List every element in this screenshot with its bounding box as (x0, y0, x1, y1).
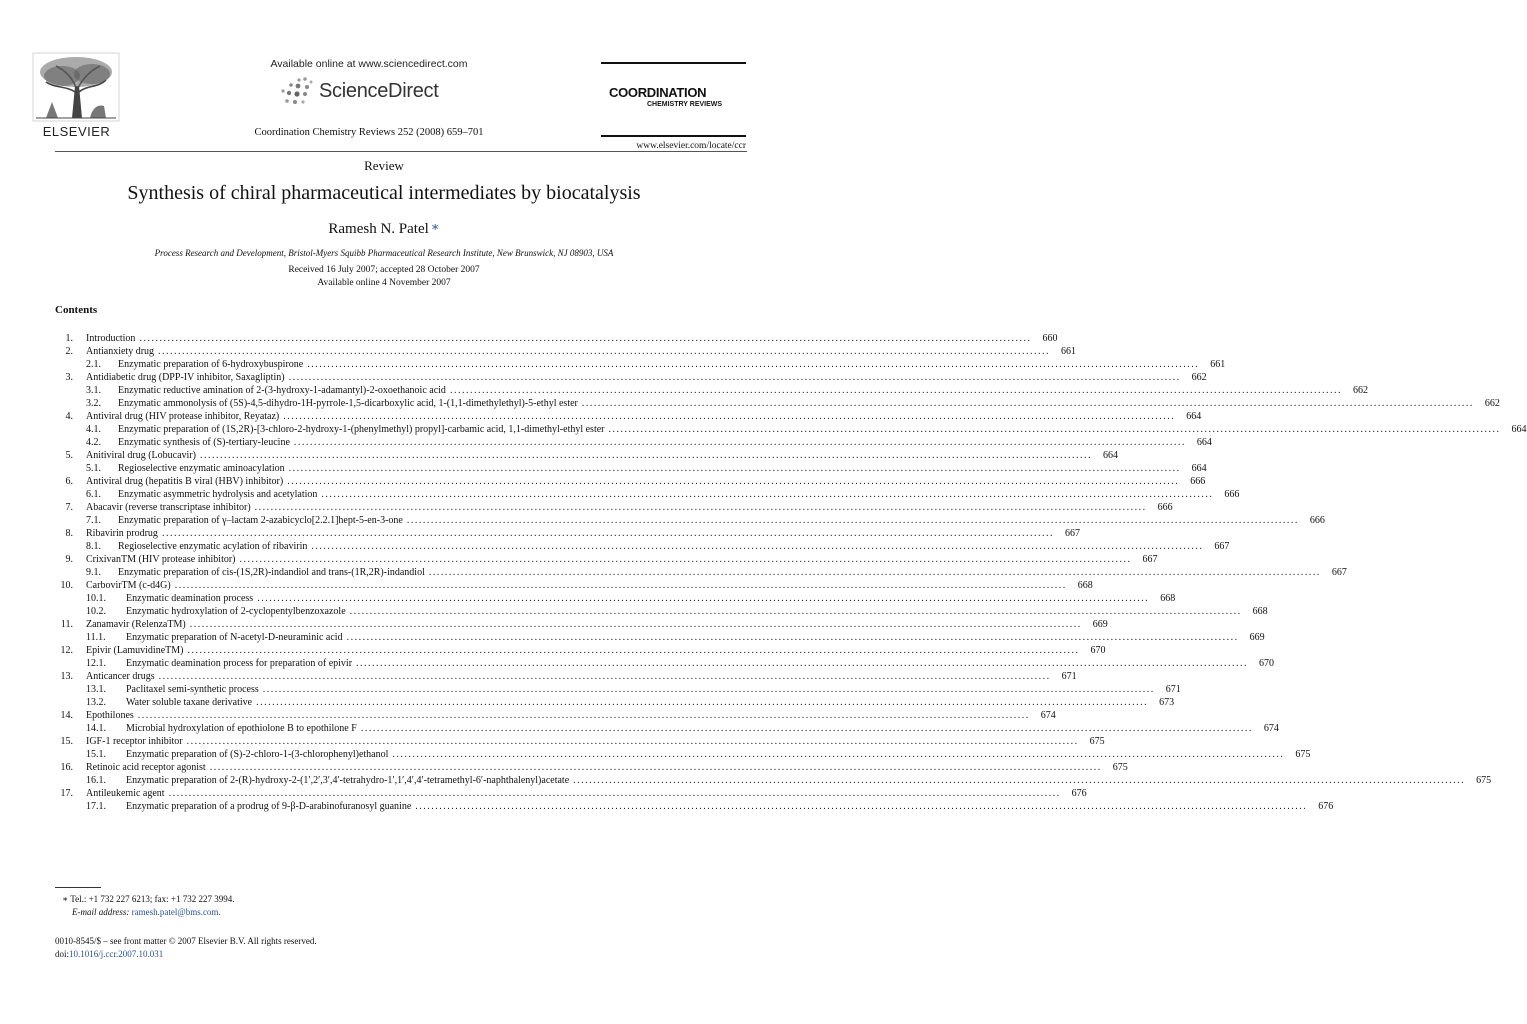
toc-entry-number: 10.1. (86, 593, 106, 604)
toc-entry-number: 6. (65, 476, 73, 487)
toc-entry-title[interactable]: Enzymatic preparation of γ–lactam 2-azabicyclo[2.2.1]hept-5-en-3-one (118, 515, 403, 526)
toc-entry-number: 9. (65, 554, 73, 565)
toc-entry-number: 3. (65, 372, 73, 383)
toc-entry[interactable] (55, 397, 1500, 410)
toc-leader-dots (311, 540, 1203, 553)
toc-leader-dots (415, 800, 1307, 813)
toc-entry[interactable] (55, 774, 1492, 787)
toc-entry-title[interactable]: Retinoic acid receptor agonist (86, 762, 206, 773)
contents-heading: Contents (55, 304, 98, 316)
toc-leader-dots (158, 345, 1050, 358)
toc-leader-dots (347, 631, 1239, 644)
toc-entry-number: 7. (65, 502, 73, 513)
toc-entry-number: 13.1. (86, 684, 106, 695)
toc-entry[interactable] (55, 787, 1087, 800)
toc-entry[interactable] (55, 527, 1080, 540)
toc-entry-page: 671 (1061, 671, 1077, 682)
journal-logo (601, 62, 746, 137)
toc-entry-title[interactable]: Anticancer drugs (86, 671, 155, 682)
toc-entry-page: 676 (1318, 801, 1334, 812)
toc-entry[interactable] (55, 670, 1077, 683)
article-title: Synthesis of chiral pharmaceutical intermediates by biocatalysis (127, 182, 641, 204)
toc-entry-page: 669 (1092, 619, 1108, 630)
toc-entry[interactable] (55, 436, 1212, 449)
toc-entry[interactable] (55, 566, 1347, 579)
journal-logo-subtitle: CHEMISTRY REVIEWS (647, 101, 723, 108)
toc-entry-title[interactable]: Enzymatic deamination process (126, 593, 254, 604)
toc-entry-page: 675 (1295, 749, 1311, 760)
toc-entry-title[interactable]: Enzymatic deamination process for preparation of epivir (126, 658, 353, 669)
toc-entry[interactable] (55, 371, 1207, 384)
toc-entry[interactable] (55, 514, 1325, 527)
toc-entry-number: 13. (60, 671, 73, 682)
toc-entry-page: 668 (1252, 606, 1268, 617)
toc-leader-dots (283, 410, 1175, 423)
toc-leader-dots (162, 527, 1054, 540)
toc-entry[interactable] (55, 579, 1093, 592)
toc-entry-page: 660 (1042, 333, 1058, 344)
elsevier-logo (24, 52, 129, 140)
toc-entry[interactable] (55, 345, 1077, 358)
toc-entry-number: 3.2. (86, 398, 101, 409)
toc-leader-dots (255, 501, 1147, 514)
toc-entry-title[interactable]: Enzymatic synthesis of (S)-tertiary-leucine (118, 437, 290, 448)
toc-entry-page: 673 (1159, 697, 1175, 708)
elsevier-tree-icon (32, 52, 120, 122)
toc-entry[interactable] (55, 475, 1206, 488)
toc-entry-number: 16. (60, 762, 73, 773)
toc-leader-dots (392, 748, 1284, 761)
toc-entry-page: 675 (1112, 762, 1128, 773)
toc-entry-number: 13.2. (86, 697, 106, 708)
footnote-divider (55, 887, 101, 888)
publisher-name: ELSEVIER (42, 124, 111, 139)
toc-leader-dots (573, 774, 1465, 787)
toc-entry[interactable] (55, 423, 1527, 436)
toc-entry-number: 14. (60, 710, 73, 721)
toc-entry-number: 10. (60, 580, 73, 591)
toc-leader-dots (582, 397, 1474, 410)
article-type: Review (364, 158, 404, 173)
toc-leader-dots (187, 735, 1079, 748)
toc-entry-page: 670 (1090, 645, 1106, 656)
toc-entry-title[interactable]: Antidiabetic drug (DPP-IV inhibitor, Saxagliptin) (86, 372, 285, 383)
toc-entry-page: 662 (1352, 385, 1368, 396)
copyright-line: 0010-8545/$ – see front matter © 2007 Elsevier B.V. All rights reserved. (55, 936, 317, 946)
toc-leader-dots (200, 449, 1092, 462)
toc-entry[interactable] (55, 540, 1230, 553)
toc-entry-number: 2. (65, 346, 73, 357)
toc-entry-number: 9.1. (86, 567, 101, 578)
toc-entry-page: 664 (1186, 411, 1202, 422)
footnote-contact: ∗ Tel.: +1 732 227 6213; fax: +1 732 227 3994. (62, 894, 235, 904)
toc-entry-page: 666 (1309, 515, 1325, 526)
toc-entry-page: 667 (1331, 567, 1347, 578)
header-divider (55, 151, 747, 152)
toc-leader-dots (609, 423, 1501, 436)
toc-entry-page: 664 (1196, 437, 1212, 448)
toc-entry[interactable] (55, 605, 1268, 618)
toc-leader-dots (321, 488, 1213, 501)
toc-entry-title[interactable]: Enzymatic reductive amination of 2-(3-hydroxy-1-adamantyl)-2-oxoethanoic acid (118, 385, 446, 396)
toc-entry-number: 7.1. (86, 515, 101, 526)
toc-entry-title[interactable]: Zanamavir (RelenzaTM) (86, 619, 186, 630)
toc-entry-number: 11. (60, 619, 73, 630)
toc-entry-number: 15. (60, 736, 73, 747)
journal-logo-title: COORDINATION (609, 85, 707, 100)
toc-entry-number: 3.1. (86, 385, 101, 396)
toc-leader-dots (356, 657, 1248, 670)
toc-leader-dots (169, 787, 1061, 800)
email-label: E-mail address: (72, 907, 130, 917)
toc-entry-title[interactable]: Anitiviral drug (Lobucavir) (86, 450, 196, 461)
toc-leader-dots (257, 592, 1149, 605)
toc-entry-page: 667 (1142, 554, 1158, 565)
toc-entry-title[interactable]: IGF-1 receptor inhibitor (86, 736, 183, 747)
toc-entry-number: 8. (65, 528, 73, 539)
toc-entry[interactable] (55, 631, 1265, 644)
toc-entry-number: 16.1. (86, 775, 106, 786)
footnote-email (72, 907, 221, 917)
toc-entry-page: 676 (1071, 788, 1087, 799)
toc-leader-dots (159, 670, 1051, 683)
toc-entry-title[interactable]: CarbovirTM (c-d4G) (86, 580, 171, 591)
toc-leader-dots (361, 722, 1253, 735)
toc-entry-title[interactable]: Epivir (LamuvidineTM) (86, 645, 184, 656)
toc-entry-title[interactable]: Antianxiety drug (86, 346, 155, 357)
available-online-text[interactable]: Available online at www.sciencedirect.com (270, 58, 468, 70)
toc-entry[interactable] (55, 709, 1056, 722)
toc-entry-title[interactable]: Introduction (86, 333, 136, 344)
journal-logo-bottom-rule (601, 135, 746, 137)
toc-entry-number: 5. (65, 450, 73, 461)
toc-entry[interactable] (55, 683, 1181, 696)
author-footnote-link[interactable]: ∗ (430, 219, 440, 234)
toc-entry-number: 5.1. (86, 463, 101, 474)
toc-entry-number: 6.1. (86, 489, 101, 500)
toc-entry-title[interactable]: Enzymatic ammonolysis of (5S)-4,5-dihydro-1H-pyrrole-1,5-dicarboxylic acid, 1-(1,1-dimethylethyl)-5-ethyl ester (118, 398, 578, 409)
toc-entry[interactable] (55, 644, 1106, 657)
toc-leader-dots (139, 332, 1031, 345)
toc-entry[interactable] (55, 332, 1058, 345)
toc-entry-number: 17.1. (86, 801, 106, 812)
toc-leader-dots (350, 605, 1242, 618)
doi-link[interactable]: 10.1016/j.ccr.2007.10.031 (69, 949, 164, 959)
toc-entry-title[interactable]: Paclitaxel semi-synthetic process (126, 684, 259, 695)
journal-url-link[interactable]: www.elsevier.com/locate/ccr (636, 141, 746, 151)
toc-entry[interactable] (55, 501, 1173, 514)
toc-entry-number: 8.1. (86, 541, 101, 552)
toc-entry-number: 14.1. (86, 723, 106, 734)
toc-entry-number: 11.1. (86, 632, 106, 643)
toc-entry-page: 662 (1191, 372, 1207, 383)
toc-entry-title[interactable]: Antileukemic agent (86, 788, 165, 799)
toc-leader-dots (407, 514, 1299, 527)
author-line (0, 219, 768, 238)
toc-entry-page: 667 (1214, 541, 1230, 552)
toc-entry-title[interactable]: Enzymatic preparation of (S)-2-chloro-1-(3-chlorophenyl)ethanol (126, 749, 389, 760)
toc-leader-dots (263, 683, 1155, 696)
toc-entry-page: 675 (1476, 775, 1492, 786)
toc-entry-page: 674 (1040, 710, 1056, 721)
toc-entry-number: 2.1. (86, 359, 101, 370)
toc-leader-dots (307, 358, 1199, 371)
toc-entry[interactable] (55, 748, 1311, 761)
toc-leader-dots (287, 475, 1179, 488)
table-of-contents (55, 332, 1527, 813)
doi-line (55, 949, 163, 959)
doi-label: doi: (55, 949, 70, 959)
toc-entry[interactable] (55, 696, 1175, 709)
toc-entry-title[interactable]: Epothilones (86, 710, 134, 721)
toc-entry-title[interactable]: Abacavir (reverse transcriptase inhibitor) (86, 502, 251, 513)
toc-entry-title[interactable]: Regioselective enzymatic acylation of ribavirin (118, 541, 308, 552)
toc-entry-number: 4. (65, 411, 73, 422)
toc-entry-title[interactable]: Enzymatic preparation of 6-hydroxybuspirone (118, 359, 304, 370)
journal-reference: Coordination Chemistry Reviews 252 (2008) 659–701 (254, 127, 484, 138)
toc-leader-dots (175, 579, 1067, 592)
author-name: Ramesh N. Patel (328, 221, 429, 237)
toc-leader-dots (450, 384, 1342, 397)
toc-entry[interactable] (55, 735, 1105, 748)
sciencedirect-wordmark: ScienceDirect (319, 80, 439, 102)
toc-entry[interactable] (55, 722, 1279, 735)
toc-entry-number: 1. (65, 333, 73, 344)
toc-entry-page: 664 (1102, 450, 1118, 461)
toc-entry-title[interactable]: Microbial hydroxylation of epothiolone B to epothilone F (126, 723, 357, 734)
toc-leader-dots (289, 462, 1181, 475)
toc-entry-page: 668 (1077, 580, 1093, 591)
toc-entry-number: 12.1. (86, 658, 106, 669)
toc-entry-page: 662 (1484, 398, 1500, 409)
toc-entry[interactable] (55, 657, 1275, 670)
toc-entry-title[interactable]: Enzymatic asymmetric hydrolysis and acetylation (118, 489, 318, 500)
toc-entry[interactable] (55, 449, 1118, 462)
toc-entry-title[interactable]: Enzymatic hydroxylation of 2-cyclopentylbenzoxazole (126, 606, 346, 617)
received-dates: Received 16 July 2007; accepted 28 October 2007 (288, 265, 480, 275)
toc-leader-dots (289, 371, 1181, 384)
toc-entry-title[interactable]: Antiviral drug (HIV protease inhibitor, Reyataz) (86, 411, 280, 422)
author-affiliation: Process Research and Development, Bristol-Myers Squibb Pharmaceutical Research Institute, New Brunswick, NJ 08903, USA (154, 248, 614, 258)
toc-entry-page: 666 (1190, 476, 1206, 487)
toc-entry-page: 670 (1259, 658, 1275, 669)
toc-entry[interactable] (55, 618, 1108, 631)
toc-entry-title[interactable]: Enzymatic preparation of a prodrug of 9-β-D-arabinofuranosyl guanine (126, 801, 412, 812)
toc-entry-number: 17. (60, 788, 73, 799)
email-link[interactable]: ramesh.patel@bms.com. (131, 907, 221, 917)
toc-entry-title[interactable]: Enzymatic preparation of cis-(1S,2R)-indandiol and trans-(1R,2R)-indandiol (118, 567, 425, 578)
available-online-date: Available online 4 November 2007 (317, 278, 451, 288)
toc-entry-page: 666 (1157, 502, 1173, 513)
toc-leader-dots (187, 644, 1079, 657)
sciencedirect-dots-icon (277, 76, 315, 108)
toc-entry-page: 671 (1165, 684, 1181, 695)
toc-entry-title[interactable]: Enzymatic preparation of N-acetyl-D-neuraminic acid (126, 632, 343, 643)
sciencedirect-logo[interactable] (277, 76, 477, 110)
journal-logo-top-rule (601, 62, 746, 64)
toc-entry[interactable] (55, 488, 1240, 501)
toc-entry-title[interactable]: Ribavirin prodrug (86, 528, 158, 539)
toc-entry-page: 669 (1249, 632, 1265, 643)
toc-entry-title[interactable]: Regioselective enzymatic aminoacylation (118, 463, 285, 474)
toc-entry-page: 666 (1224, 489, 1240, 500)
toc-entry-page: 667 (1064, 528, 1080, 539)
toc-entry-number: 12. (60, 645, 73, 656)
toc-leader-dots (256, 696, 1148, 709)
toc-entry-page: 661 (1061, 346, 1077, 357)
toc-leader-dots (190, 618, 1082, 631)
toc-entry[interactable] (55, 358, 1226, 371)
toc-entry[interactable] (55, 592, 1176, 605)
toc-entry[interactable] (55, 462, 1207, 475)
toc-leader-dots (210, 761, 1102, 774)
toc-leader-dots (429, 566, 1321, 579)
toc-entry-page: 661 (1210, 359, 1226, 370)
toc-entry[interactable] (55, 800, 1334, 813)
toc-leader-dots (138, 709, 1030, 722)
toc-entry-number: 10.2. (86, 606, 106, 617)
toc-leader-dots (240, 553, 1132, 566)
toc-entry[interactable] (55, 384, 1368, 397)
toc-entry-title[interactable]: Enzymatic preparation of 2-(R)-hydroxy-2-(1′,2′,3′,4′-tetrahydro-1′,1′,4′,4′-tetramethyl-6′-naphthalenyl)acetate (126, 775, 570, 786)
toc-entry-title[interactable]: Antiviral drug (hepatitis B viral (HBV) inhibitor) (86, 476, 284, 487)
toc-entry-title[interactable]: Enzymatic preparation of (1S,2R)-[3-chloro-2-hydroxy-1-(phenylmethyl) propyl]-carbamic acid, 1,1-dimethyl-ethyl ester (118, 424, 605, 435)
toc-leader-dots (294, 436, 1186, 449)
toc-entry-title[interactable]: Water soluble taxane derivative (126, 697, 253, 708)
toc-entry-page: 664 (1511, 424, 1527, 435)
toc-entry[interactable] (55, 553, 1158, 566)
toc-entry[interactable] (55, 761, 1128, 774)
toc-entry-page: 668 (1160, 593, 1176, 604)
toc-entry-number: 15.1. (86, 749, 106, 760)
toc-entry[interactable] (55, 410, 1202, 423)
toc-entry-page: 674 (1263, 723, 1279, 734)
toc-entry-number: 4.1. (86, 424, 101, 435)
toc-entry-number: 4.2. (86, 437, 101, 448)
toc-entry-title[interactable]: CrixivanTM (HIV protease inhibitor) (86, 554, 236, 565)
toc-entry-page: 675 (1089, 736, 1105, 747)
toc-entry-page: 664 (1191, 463, 1207, 474)
